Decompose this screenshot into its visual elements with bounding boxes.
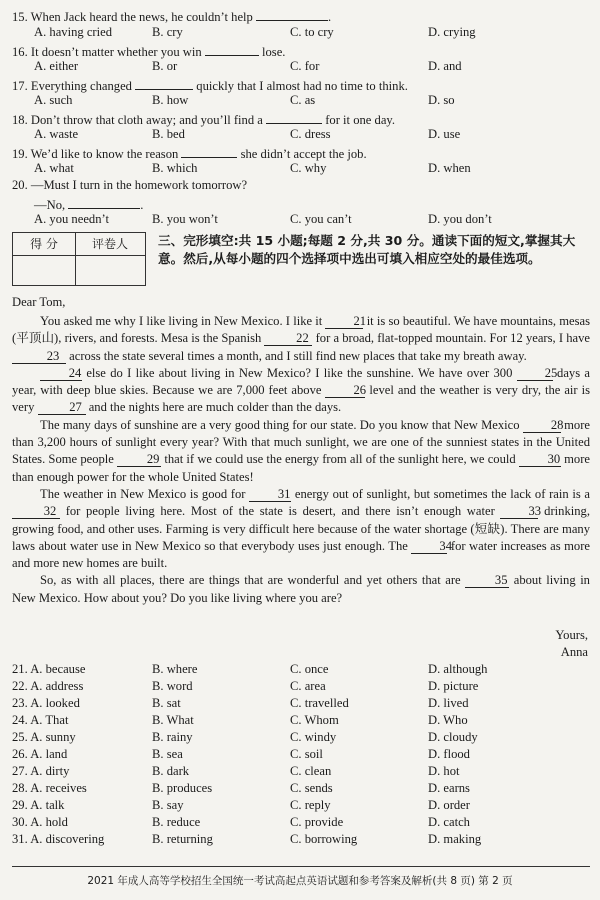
- option-d: D. and: [428, 59, 462, 73]
- cloze-option-row: 22. A. address B. word C. area D. picture: [12, 679, 479, 693]
- option-d: D. crying: [428, 25, 476, 39]
- option-d: D. you don’t: [428, 212, 492, 226]
- option-a: A. such: [34, 93, 73, 107]
- option-c: C. dress: [290, 127, 331, 141]
- option-a: A. you needn’t: [34, 212, 109, 226]
- table-divider: [75, 233, 76, 285]
- paragraph-4: The weather in New Mexico is good for 31 energy out of sunlight, but sometimes the lack of rain is a 32 for people living here. Most of the state is desert, and there isn’t enough water 33 drinking, growing food, and other uses. Farming is very difficult here because of the water shortage (短缺). There are many laws about water use in New Mexico so that everybody uses just enough. The 34 for water increases as more and more new homes are built.: [12, 486, 591, 571]
- cloze-option-row: 25. A. sunny B. rainy C. windy D. cloudy: [12, 730, 478, 744]
- option-c: C. to cry: [290, 25, 334, 39]
- option-d: D. so: [428, 93, 455, 107]
- option-a: A. either: [34, 59, 79, 73]
- cloze-option-row: 23. A. looked B. sat C. travelled D. lived: [12, 696, 469, 710]
- question-stem: 18. Don’t throw that cloth away; and you’ll find a for it one day.: [12, 109, 395, 129]
- question-stem: 16. It doesn’t matter whether you win lose.: [12, 41, 285, 61]
- cloze-option-row: 21. A. because B. where C. once D. although: [12, 662, 488, 676]
- paragraph-1: You asked me why I like living in New Mexico. I like it 21 it is so beautiful. We have mountains, mesas (平顶山), rivers, and forests. Mesa is the Spanish 22 for a broad, flat-topped mountain. For 12 years, I have 23 across the state several times a month, and I still find new places that take my breath away.: [12, 314, 590, 363]
- paragraph-3: The many days of sunshine are a very good thing for our state. Do you know that New Mexico 28 more than 3,200 hours of sunlight every year? With that much sunlight, we are one of the sunniest states in the United States. Some people 29 that if we could use the energy from all of the sunlight here, we could 30 more than enough power for the whole United States!: [12, 417, 591, 484]
- letter-signature: Anna: [560, 645, 588, 659]
- option-a: A. having cried: [34, 25, 112, 39]
- option-c: C. as: [290, 93, 316, 107]
- cloze-option-row: 30. A. hold B. reduce C. provide D. catch: [12, 815, 470, 829]
- cloze-option-row: 26. A. land B. sea C. soil D. flood: [12, 747, 470, 761]
- option-a: A. what: [34, 161, 74, 175]
- option-b: B. you won’t: [152, 212, 218, 226]
- grader-header: 评卷人: [75, 233, 145, 256]
- option-c: C. for: [290, 59, 320, 73]
- cloze-option-row: 31. A. discovering B. returning C. borrowing D. making: [12, 832, 482, 846]
- question-reply: —No, .: [34, 194, 143, 214]
- option-b: B. which: [152, 161, 198, 175]
- paragraph-5: So, as with all places, there are things that are wonderful and yet others that are 35 about living in New Mexico. How about you? Do you like living where you are?: [12, 573, 590, 605]
- option-c: C. you can’t: [290, 212, 352, 226]
- question-stem: 20. —Must I turn in the homework tomorrow?: [12, 178, 248, 192]
- question-stem: 15. When Jack heard the news, he couldn’t help .: [12, 6, 331, 26]
- section-instructions: 三、完形填空:共 15 小题;每题 2 分,共 30 分。通读下面的短文,掌握其大意。然后,从每小题的四个选择项中选出可填入相应空处的最佳选项。: [158, 233, 576, 266]
- option-b: B. how: [152, 93, 189, 107]
- paragraph-2: 24 else do I like about living in New Mexico? I like the sunshine. We have over 300 25 days a year, with deep blue skies. Because we are 7,000 feet above 26 level and the weather is very dry, the air is very 27 and the nights here are much colder than the days.: [12, 365, 590, 415]
- letter-closing: Yours,: [555, 628, 588, 642]
- option-d: D. use: [428, 127, 461, 141]
- option-a: A. waste: [34, 127, 79, 141]
- option-b: B. bed: [152, 127, 185, 141]
- letter-greeting: Dear Tom,: [12, 295, 66, 309]
- score-table: [12, 232, 146, 286]
- letter-body: [12, 313, 590, 607]
- option-d: D. when: [428, 161, 471, 175]
- page-footer: 2021 年成人高等学校招生全国统一考试高起点英语试题和参考答案及解析(共 8 页) 第 2 页: [87, 875, 513, 887]
- option-b: B. cry: [152, 25, 183, 39]
- footer-divider: [12, 866, 590, 867]
- question-stem: 19. We’d like to know the reason she didn’t accept the job.: [12, 143, 367, 163]
- option-c: C. why: [290, 161, 327, 175]
- cloze-option-row: 27. A. dirty B. dark C. clean D. hot: [12, 764, 460, 778]
- score-header: 得 分: [13, 233, 75, 256]
- option-b: B. or: [152, 59, 178, 73]
- cloze-option-row: 24. A. That B. What C. Whom D. Who: [12, 713, 468, 727]
- cloze-option-row: 28. A. receives B. produces C. sends D. earns: [12, 781, 470, 795]
- cloze-option-row: 29. A. talk B. say C. reply D. order: [12, 798, 470, 812]
- question-stem: 17. Everything changed quickly that I almost had no time to think.: [12, 75, 408, 95]
